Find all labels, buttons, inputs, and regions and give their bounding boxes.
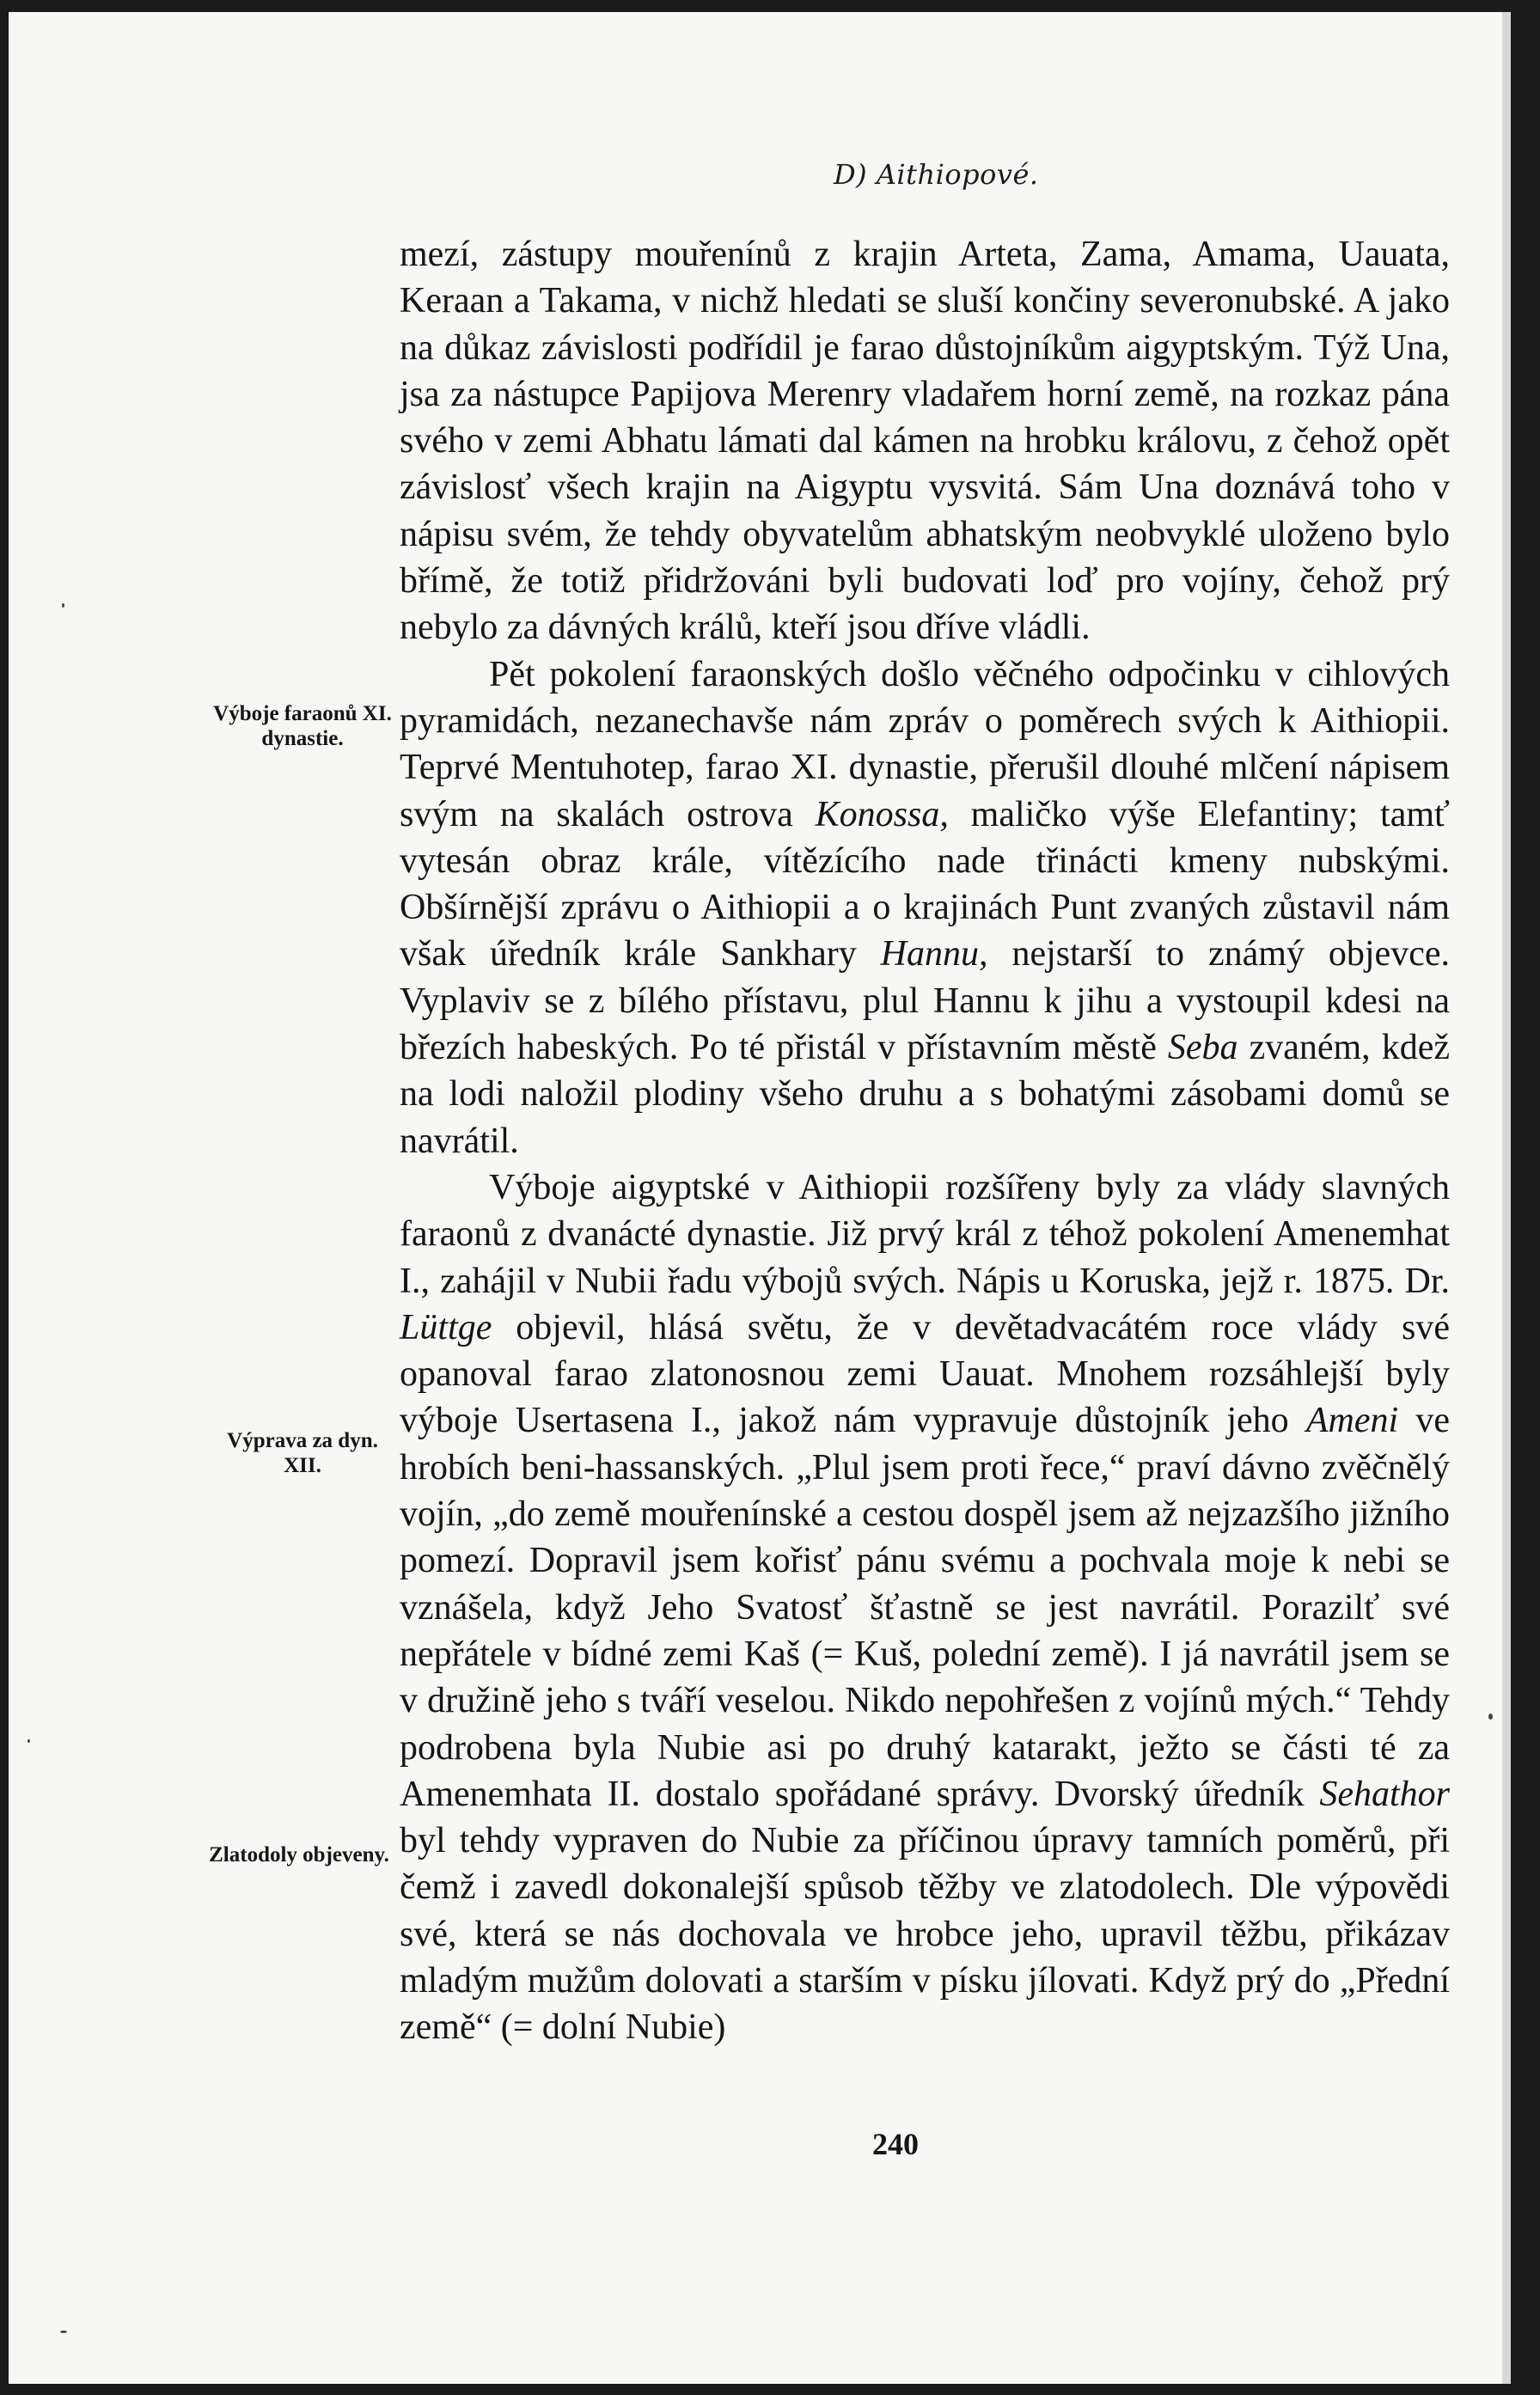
paragraph-2-text-c: maličko výše Elefantiny; tamť vytesán obraz krále, vítězícího nade třinácti kmeny nubskými. Obšírnější zprávu o Aithiopii a o krajinách Punt zvaných zůstavil nám však úředník krále Sankhary — [400, 794, 1450, 974]
person-name-hannu: Hannu, — [880, 934, 988, 974]
page-number: 240 — [872, 2127, 919, 2161]
book-page — [9, 12, 1511, 2384]
place-name-seba: Seba — [1167, 1028, 1238, 1068]
paragraph-2-text-a: Pět pokolení faraonských došlo věčného odpočinku v cihlových pyramidách, nezanechavše nám zpráv o poměrech svých k Aithiopii. Teprvé Mentuhotep, farao XI. dynastie, přerušil dlouhé mlčení nápisem svým na skalách ostrova — [400, 654, 1450, 834]
margin-note-xi-dynasty: Výboje faraonů XI. dynastie. — [213, 702, 392, 750]
paragraph-1: mezí, zástupy mouřenínů z krajin Arteta, Zama, Amama, Uauata, Keraan a Takama, v nichž hledati se sluší končiny severonubské. A jako na důkaz závislosti podřídil je farao důstojníkům aigyptským. Týž Una, jsa za nástupce Papijova Merenry vladařem horní země, na rozkaz pána svého v zemi Abhatu lámati dal kámen na hrobku královu, z čehož opět závislosť všech krajin na Aigyptu vysvitá. Sám Una doznává toho v nápisu svém, že tehdy obyvatelům abhatským neobvyklé uloženo bylo břímě, že totiž přidržováni byli budovati loď pro vojíny, čehož prý nebylo za dávných králů, kteří jsou dříve vládli. — [400, 235, 1450, 648]
paragraph-2-text-e: nejstarší to známý objevce. Vyplaviv se z bílého přístavu, plul Hannu k jihu a vystoupil kdesi na březích habeských. Po té přistál v přístavním městě — [400, 934, 1450, 1068]
person-name-ameni: Ameni — [1305, 1401, 1399, 1441]
paragraph-2 — [400, 651, 1450, 1164]
running-title: D) Aithiopové. — [834, 158, 1039, 191]
person-name-sehathor: Sehathor — [1319, 1774, 1450, 1814]
margin-note-gold-mines: Zlatodoly objeveny. — [209, 1843, 389, 1867]
margin-note-xii-dynasty: Výprava za dyn. XII. — [227, 1429, 378, 1477]
paragraph-3-text-a: Výboje aigyptské v Aithiopii rozšířeny byly za vlády slavných faraonů z dvanácté dynastie. Již prvý král z téhož pokolení Amenemhat I., zahájil v Nubii řadu výbojů svých. Nápis u Koruska, jejž r. 1875. Dr. — [400, 1167, 1450, 1301]
place-name-konossa: Konossa, — [815, 794, 949, 834]
paper-speck — [1488, 1714, 1493, 1720]
paragraph-3-text-g: byl tehdy vypraven do Nubie za příčinou úpravy tamních poměrů, při čemž i zavedl dokonalejší spůsob těžby ve zlatodolech. Dle výpovědi své, která se nás dochovala ve hrobce jeho, upravil těžbu, přikázav mladým mužům dolovati a starším v písku jílovati. Když prý do „Přední země“ (= dolní Nubie) — [400, 1821, 1450, 2048]
paragraph-3 — [400, 1164, 1450, 2051]
body-text — [400, 231, 1450, 2051]
paragraph-3-text-e: ve hrobích beni-hassanských. „Plul jsem proti řece,“ praví dávno zvěčnělý vojín, „do země mouřenínské a cestou dospěl jsem až nejzazšího jižního pomezí. Dopravil jsem kořisť pánu svému a pochvala moje k nebi se vznášela, když Jeho Svatosť šťastně se jest navrátil. Porazilť své nepřátele v bídné zemi Kaš (= Kuš, polední země). I já navrátil jsem se v družině jeho s tváří veselou. Nikdo nepohřešen z vojínů mých.“ Tehdy podrobena byla Nubie asi po druhý katarakt, ježto se části té za Amenemhata II. dostalo spořádané správy. Dvorský úředník — [400, 1401, 1450, 1814]
paragraph-2-text-g: zvaném, kdež na lodi naložil plodiny všeho druhu a s bohatými zásobami domů se navrátil. — [400, 1028, 1450, 1161]
person-name-luttge: Lüttge — [400, 1307, 492, 1347]
paper-speck — [28, 1739, 30, 1743]
paragraph-3-text-c: objevil, hlásá světu, že v devětadvacátém roce vlády své opanoval farao zlatonosnou zemi Uauat. Mnohem rozsáhlejší byly výboje Usertasena I., jakož nám vypravuje důstojník jeho — [400, 1307, 1450, 1441]
paper-speck — [60, 2331, 67, 2333]
paper-speck — [62, 603, 64, 608]
